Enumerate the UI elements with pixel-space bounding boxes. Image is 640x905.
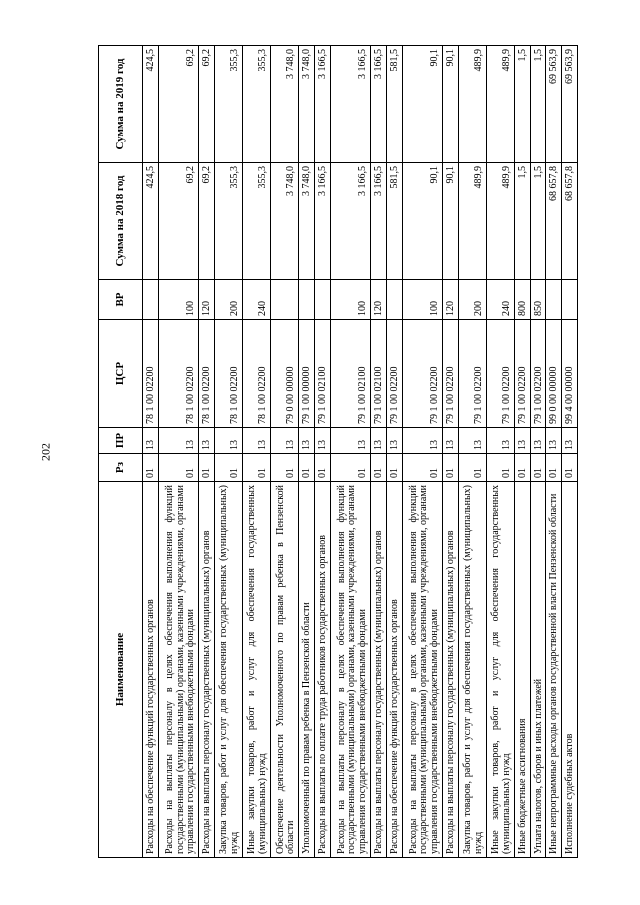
cell-pr: 13: [214, 428, 242, 454]
cell-name: Уплата налогов, сборов и иных платежей: [530, 482, 546, 858]
cell-name: Иные закупки товаров, работ и услуг для обеспечения государственных (муниципальных) нужд: [486, 482, 514, 858]
table-row: [514, 46, 530, 858]
cell-sum2019: 69 563,9: [562, 46, 578, 163]
cell-csr: 79 1 00 02200: [442, 320, 458, 428]
cell-sum2019: 90,1: [442, 46, 458, 163]
cell-name: Закупка товаров, работ и услуг для обеспечения государственных (муниципальных) нужд: [458, 482, 486, 858]
cell-name: Расходы на выплаты персоналу в целях обеспечения выполнения функций государственными (муниципальными) органами, казенными учреждениями, органами управления государственными внебюджетными фондами: [330, 482, 370, 858]
cell-pr: 13: [299, 428, 315, 454]
cell-sum2019: 424,5: [143, 46, 159, 163]
cell-pr: 13: [442, 428, 458, 454]
cell-csr: 79 1 00 02200: [402, 320, 442, 428]
table-row: [402, 46, 442, 858]
cell-sum2018: 68 657,8: [546, 163, 562, 280]
cell-rz: 01: [530, 454, 546, 482]
cell-sum2019: 69,2: [158, 46, 198, 163]
cell-sum2019: 90,1: [402, 46, 442, 163]
cell-vr: 100: [402, 280, 442, 320]
cell-sum2019: 3 166,5: [371, 46, 387, 163]
cell-rz: 01: [386, 454, 402, 482]
table-row: [158, 46, 198, 858]
cell-vr: [546, 280, 562, 320]
cell-sum2018: 68 657,8: [562, 163, 578, 280]
table-row: [386, 46, 402, 858]
cell-name: Расходы на выплаты персоналу государственных (муниципальных) органов: [199, 482, 215, 858]
cell-name: Иные непрограммные расходы органов государственной власти Пензенской области: [546, 482, 562, 858]
cell-pr: 13: [486, 428, 514, 454]
cell-rz: 01: [242, 454, 270, 482]
cell-csr: 79 0 00 00000: [271, 320, 299, 428]
cell-csr: 79 1 00 02200: [530, 320, 546, 428]
cell-sum2018: 90,1: [402, 163, 442, 280]
cell-rz: 01: [458, 454, 486, 482]
cell-vr: [386, 280, 402, 320]
cell-rz: 01: [214, 454, 242, 482]
cell-rz: 01: [330, 454, 370, 482]
cell-name: Исполнение судебных актов: [562, 482, 578, 858]
cell-csr: 79 1 00 00000: [299, 320, 315, 428]
header-pr: ПР: [99, 428, 143, 454]
budget-table: [98, 45, 578, 858]
cell-name: Иные закупки товаров, работ и услуг для обеспечения государственных (муниципальных) нужд: [242, 482, 270, 858]
table-row: [562, 46, 578, 858]
cell-sum2019: 69,2: [199, 46, 215, 163]
cell-vr: 100: [158, 280, 198, 320]
cell-csr: 78 1 00 02200: [214, 320, 242, 428]
cell-pr: 13: [271, 428, 299, 454]
cell-sum2019: 581,5: [386, 46, 402, 163]
cell-vr: [299, 280, 315, 320]
cell-pr: 13: [514, 428, 530, 454]
cell-sum2019: 355,3: [214, 46, 242, 163]
cell-sum2018: 3 166,5: [371, 163, 387, 280]
cell-pr: 13: [158, 428, 198, 454]
cell-csr: 79 1 00 02200: [458, 320, 486, 428]
cell-sum2018: 90,1: [442, 163, 458, 280]
table-row: [199, 46, 215, 858]
cell-pr: 13: [546, 428, 562, 454]
cell-sum2018: 3 748,0: [271, 163, 299, 280]
table-row: [299, 46, 315, 858]
table-row: [214, 46, 242, 858]
table-row: [530, 46, 546, 858]
cell-sum2019: 1,5: [514, 46, 530, 163]
cell-vr: 120: [442, 280, 458, 320]
cell-csr: 79 1 00 02200: [486, 320, 514, 428]
table-row: [442, 46, 458, 858]
cell-sum2018: 1,5: [514, 163, 530, 280]
cell-csr: 99 4 00 00000: [562, 320, 578, 428]
cell-sum2018: 355,3: [242, 163, 270, 280]
cell-pr: 13: [386, 428, 402, 454]
cell-name: Расходы на выплаты персоналу государственных (муниципальных) органов: [371, 482, 387, 858]
cell-rz: 01: [442, 454, 458, 482]
header-vr: ВР: [99, 280, 143, 320]
cell-sum2019: 69 563,9: [546, 46, 562, 163]
cell-vr: 850: [530, 280, 546, 320]
cell-sum2018: 1,5: [530, 163, 546, 280]
cell-sum2019: 1,5: [530, 46, 546, 163]
cell-rz: 01: [514, 454, 530, 482]
cell-sum2019: 489,9: [458, 46, 486, 163]
table-row: [314, 46, 330, 858]
cell-name: Расходы на обеспечение функций государственных органов: [143, 482, 159, 858]
cell-vr: 240: [242, 280, 270, 320]
header-rz: Рз: [99, 454, 143, 482]
table-row: [242, 46, 270, 858]
cell-sum2018: 69,2: [199, 163, 215, 280]
cell-name: Закупка товаров, работ и услуг для обеспечения государственных (муниципальных) нужд: [214, 482, 242, 858]
cell-sum2018: 424,5: [143, 163, 159, 280]
cell-sum2018: 355,3: [214, 163, 242, 280]
cell-csr: 78 1 00 02200: [242, 320, 270, 428]
cell-sum2018: 69,2: [158, 163, 198, 280]
cell-name: Расходы на выплаты персоналу в целях обеспечения выполнения функций государственными (муниципальными) органами, казенными учреждениями, органами управления государственными внебюджетными фондами: [402, 482, 442, 858]
cell-pr: 13: [458, 428, 486, 454]
cell-pr: 13: [371, 428, 387, 454]
cell-sum2019: 3 748,0: [271, 46, 299, 163]
cell-csr: 79 1 00 02100: [330, 320, 370, 428]
cell-sum2019: 489,9: [486, 46, 514, 163]
cell-rz: 01: [271, 454, 299, 482]
cell-sum2018: 581,5: [386, 163, 402, 280]
cell-csr: 79 1 00 02100: [314, 320, 330, 428]
cell-pr: 13: [402, 428, 442, 454]
cell-vr: 120: [199, 280, 215, 320]
cell-sum2019: 3 748,0: [299, 46, 315, 163]
cell-csr: 78 1 00 02200: [158, 320, 198, 428]
cell-name: Уполномоченный по правам ребенка в Пензенской области: [299, 482, 315, 858]
cell-sum2018: 489,9: [458, 163, 486, 280]
cell-vr: 240: [486, 280, 514, 320]
cell-name: Расходы на выплаты персоналу государственных (муниципальных) органов: [442, 482, 458, 858]
header-name: Наименование: [99, 482, 143, 858]
cell-pr: 13: [314, 428, 330, 454]
cell-csr: 79 1 00 02200: [386, 320, 402, 428]
cell-pr: 13: [143, 428, 159, 454]
cell-rz: 01: [143, 454, 159, 482]
cell-name: Расходы на обеспечение функций государственных органов: [386, 482, 402, 858]
cell-rz: 01: [199, 454, 215, 482]
table-row: [330, 46, 370, 858]
cell-pr: 13: [199, 428, 215, 454]
cell-rz: 01: [371, 454, 387, 482]
cell-sum2018: 489,9: [486, 163, 514, 280]
table-row: [486, 46, 514, 858]
cell-name: Расходы на выплаты по оплате труда работников государственных органов: [314, 482, 330, 858]
cell-vr: [562, 280, 578, 320]
cell-vr: 100: [330, 280, 370, 320]
page-number: 202: [38, 443, 53, 461]
cell-csr: 79 1 00 02100: [371, 320, 387, 428]
cell-vr: [143, 280, 159, 320]
cell-csr: 78 1 00 02200: [143, 320, 159, 428]
cell-rz: 01: [546, 454, 562, 482]
cell-rz: 01: [314, 454, 330, 482]
table-row: [458, 46, 486, 858]
header-csr: ЦСР: [99, 320, 143, 428]
cell-vr: [271, 280, 299, 320]
table-row: [143, 46, 159, 858]
table-header-row: [99, 46, 143, 858]
cell-sum2018: 3 748,0: [299, 163, 315, 280]
cell-vr: [314, 280, 330, 320]
table-row: [371, 46, 387, 858]
cell-sum2019: 355,3: [242, 46, 270, 163]
table-row: [271, 46, 299, 858]
cell-name: Обеспечение деятельности Уполномоченного по правам ребенка в Пензенской области: [271, 482, 299, 858]
header-sum-2019: Сумма на 2019 год: [99, 46, 143, 163]
cell-vr: 200: [214, 280, 242, 320]
cell-vr: 800: [514, 280, 530, 320]
cell-rz: 01: [158, 454, 198, 482]
cell-rz: 01: [486, 454, 514, 482]
cell-name: Иные бюджетные ассигнования: [514, 482, 530, 858]
header-sum-2018: Сумма на 2018 год: [99, 163, 143, 280]
table-row: [546, 46, 562, 858]
cell-csr: 79 1 00 02200: [514, 320, 530, 428]
cell-pr: 13: [242, 428, 270, 454]
cell-vr: 120: [371, 280, 387, 320]
cell-sum2018: 3 166,5: [330, 163, 370, 280]
cell-sum2018: 3 166,5: [314, 163, 330, 280]
cell-pr: 13: [330, 428, 370, 454]
cell-rz: 01: [299, 454, 315, 482]
cell-name: Расходы на выплаты персоналу в целях обеспечения выполнения функций государственными (муниципальными) органами, казенными учреждениями, органами управления государственными внебюджетными фондами: [158, 482, 198, 858]
cell-vr: 200: [458, 280, 486, 320]
cell-csr: 78 1 00 02200: [199, 320, 215, 428]
cell-rz: 01: [402, 454, 442, 482]
cell-pr: 13: [530, 428, 546, 454]
cell-csr: 99 0 00 00000: [546, 320, 562, 428]
budget-table-container: [98, 46, 578, 858]
cell-pr: 13: [562, 428, 578, 454]
cell-sum2019: 3 166,5: [314, 46, 330, 163]
cell-rz: 01: [562, 454, 578, 482]
cell-sum2019: 3 166,5: [330, 46, 370, 163]
